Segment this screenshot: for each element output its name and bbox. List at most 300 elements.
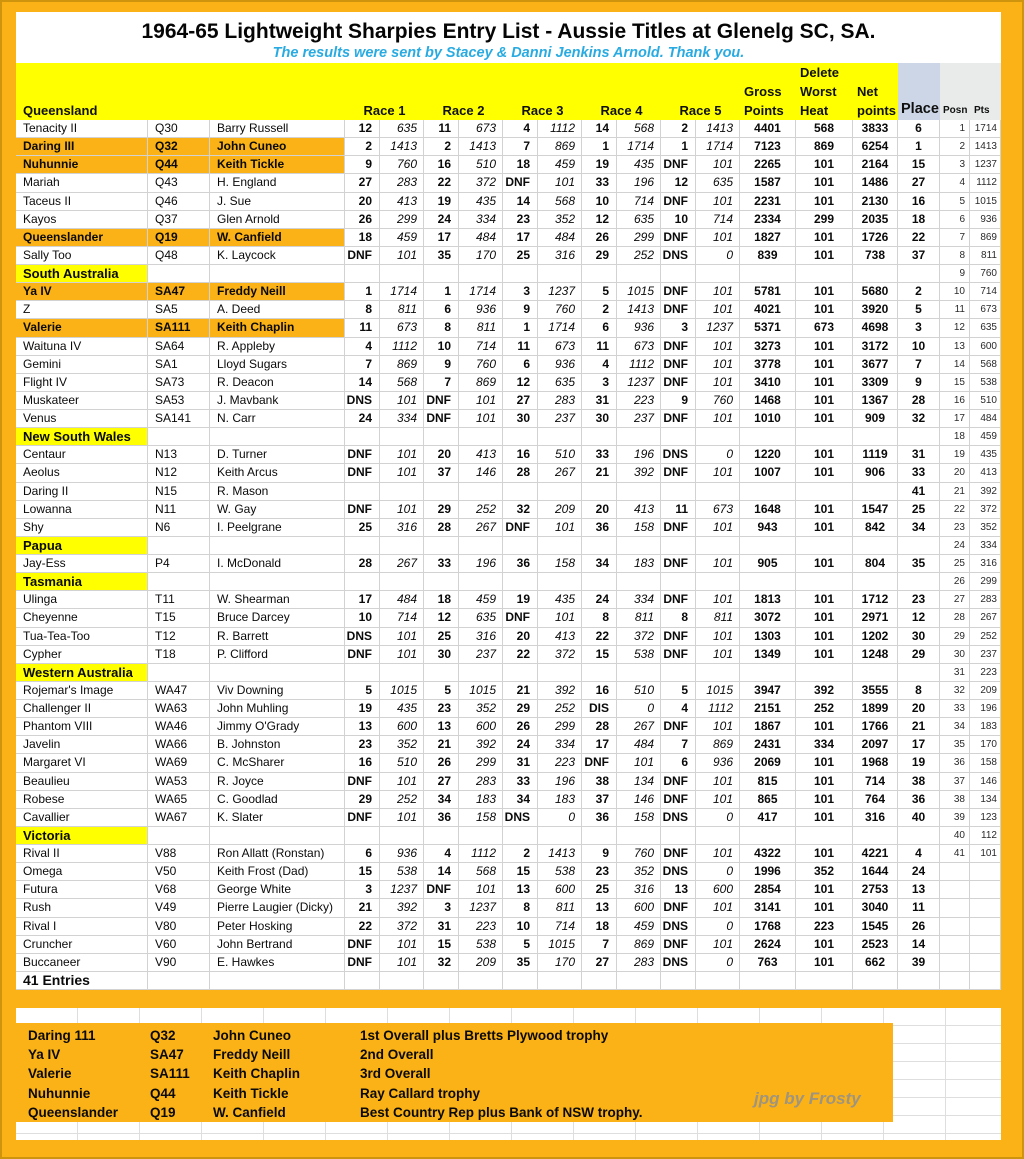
cell-race5-place: 13 [661,881,696,899]
cell-place: 1 [898,138,940,156]
cell-pts-scale: 352 [970,519,1001,537]
cell-race5-place: DNS [661,918,696,936]
cell-empty [617,428,661,446]
cell-net-points: 2164 [853,156,898,174]
cell-race4-points: 267 [617,718,661,736]
cell-race5-points: 101 [696,773,740,791]
cell-posn: 1 [940,120,970,138]
cell-race1-points: 538 [380,863,424,881]
cell-empty [740,573,796,591]
cell-race3-place: 1 [503,319,538,337]
cell-race1-place: DNF [345,501,380,519]
cell-race2-place: 24 [424,211,459,229]
entry-row [16,392,1001,410]
cell-race5-place: DNF [661,229,696,247]
cell-sail-number: V88 [148,845,210,863]
cell-race1-place: 3 [345,881,380,899]
cell-worst-heat: 352 [796,863,853,881]
cell-race2-points: 568 [459,863,503,881]
cell-net-points: 2130 [853,193,898,211]
cell-place: 32 [898,410,940,428]
cell-empty [148,827,210,845]
cell-race4-place: 30 [582,410,617,428]
cell-race1-points: 811 [380,301,424,319]
cell-race4-points: 196 [617,446,661,464]
cell-race4-place: 18 [582,918,617,936]
cell-race2-place: 30 [424,646,459,664]
cell-boat-name: Flight IV [16,374,148,392]
cell-pts-scale [970,936,1001,954]
cell-race3-points: 936 [538,356,582,374]
cell-posn: 13 [940,338,970,356]
cell-gross-points: 1007 [740,464,796,482]
cell-empty [696,573,740,591]
cell-race3-points: 568 [538,193,582,211]
cell-race5-place: 9 [661,392,696,410]
cell-race4-place: 38 [582,773,617,791]
cell-posn: 28 [940,609,970,627]
cell-race4-place: 6 [582,319,617,337]
cell-place: 3 [898,319,940,337]
cell-race2-points: 1714 [459,283,503,301]
cell-race4-points: 1112 [617,356,661,374]
cell-race2-place: 23 [424,700,459,718]
cell-race5-points: 101 [696,936,740,954]
cell-race5-points: 101 [696,301,740,319]
section-row [16,827,1001,845]
cell-race2-points: 158 [459,809,503,827]
cell-net-points: 1644 [853,863,898,881]
cell-place: 10 [898,338,940,356]
cell-pts-scale: 112 [970,827,1001,845]
cell-worst-heat: 101 [796,374,853,392]
cell-race2-place: 17 [424,229,459,247]
cell-posn: 4 [940,174,970,192]
cell-race4-place: DNF [582,754,617,772]
cell-gross-points: 865 [740,791,796,809]
cell-posn: 12 [940,319,970,337]
cell-worst-heat: 101 [796,791,853,809]
cell-skipper: Freddy Neill [210,283,345,301]
cell-race3-place: 28 [503,464,538,482]
cell-race2-place: 9 [424,356,459,374]
cell-skipper: C. Goodlad [210,791,345,809]
cell-race5-place: DNS [661,863,696,881]
entry-row [16,301,1001,319]
cell-race5-points: 101 [696,410,740,428]
cell-empty [796,664,853,682]
table-header [16,63,1001,120]
cell-gross-points: 3947 [740,682,796,700]
cell-race2-place: 15 [424,936,459,954]
cell-race3-points: 252 [538,700,582,718]
cell-race1-place: 21 [345,899,380,917]
cell-empty [148,972,210,990]
cell-race1-points: 372 [380,918,424,936]
cell-boat-name: Omega [16,863,148,881]
cell-pts-scale: 869 [970,229,1001,247]
page-subtitle: The results were sent by Stacey & Danni Jenkins Arnold. Thank you. [272,45,745,61]
cell-pts-scale: 252 [970,628,1001,646]
cell-race1-place: 7 [345,356,380,374]
cell-sail-number: WA63 [148,700,210,718]
cell-race1-points: 760 [380,156,424,174]
cell-empty [210,265,345,283]
cell-net-points: 3833 [853,120,898,138]
entry-row [16,283,1001,301]
cell-race2-place: 37 [424,464,459,482]
cell-boat-name: Cavallier [16,809,148,827]
cell-pts-scale [970,899,1001,917]
cell-race1-place: 16 [345,754,380,772]
cell-race5-points: 101 [696,519,740,537]
cell-pts-scale: 568 [970,356,1001,374]
cell-sail-number: SA111 [148,319,210,337]
cell-race1-points: 283 [380,174,424,192]
cell-race4-place: 20 [582,501,617,519]
cell-worst-heat: 101 [796,555,853,573]
cell-worst-heat: 101 [796,464,853,482]
cell-sail-number: SA64 [148,338,210,356]
cell-gross-points: 2431 [740,736,796,754]
cell-skipper: P. Clifford [210,646,345,664]
cell-race3-place [503,483,538,501]
cell-section-label: Victoria [16,827,148,845]
cell-skipper: I. Peelgrane [210,519,345,537]
cell-race3-place: 6 [503,356,538,374]
cell-worst-heat: 101 [796,338,853,356]
cell-race2-points: 1413 [459,138,503,156]
cell-net-points: 1486 [853,174,898,192]
entry-row [16,483,1001,501]
cell-skipper: Keith Arcus [210,464,345,482]
cell-race1-points: 936 [380,845,424,863]
cell-race2-points: 101 [459,392,503,410]
cell-boat-name: Centaur [16,446,148,464]
col-header-heat: Heat [800,103,829,118]
cell-gross-points: 1587 [740,174,796,192]
cell-race3-place: 8 [503,899,538,917]
cell-race4-place: 2 [582,301,617,319]
cell-empty [853,537,898,555]
cell-race5-place: DNF [661,899,696,917]
cell-sail-number: WA67 [148,809,210,827]
cell-race1-place: DNF [345,954,380,972]
cell-race1-place: DNF [345,464,380,482]
cell-empty [617,972,661,990]
cell-race1-points: 101 [380,954,424,972]
cell-race1-points: 101 [380,646,424,664]
cell-race1-place: DNF [345,936,380,954]
cell-empty [796,827,853,845]
cell-worst-heat: 101 [796,591,853,609]
cell-empty [696,972,740,990]
cell-race2-place: 16 [424,156,459,174]
cell-net-points: 3309 [853,374,898,392]
cell-race5-points: 760 [696,392,740,410]
cell-net-points: 906 [853,464,898,482]
entry-row [16,193,1001,211]
cell-race4-points: 334 [617,591,661,609]
cell-pts-scale: 223 [970,664,1001,682]
cell-race2-points [459,483,503,501]
cell-race4-points: 392 [617,464,661,482]
cell-net-points: 5680 [853,283,898,301]
cell-empty [617,537,661,555]
cell-empty [380,573,424,591]
cell-race2-place: 27 [424,773,459,791]
col-header-posn: Posn [943,105,968,116]
cell-empty [661,664,696,682]
cell-boat-name: Robese [16,791,148,809]
cell-empty [853,972,898,990]
cell-place: 17 [898,736,940,754]
cell-race5-points: 1714 [696,138,740,156]
cell-race1-place: 19 [345,700,380,718]
cell-race4-place: 9 [582,845,617,863]
entry-row [16,609,1001,627]
cell-race4-points: 435 [617,156,661,174]
cell-race1-place: 13 [345,718,380,736]
cell-race5-points: 101 [696,356,740,374]
cell-race5-points: 101 [696,628,740,646]
cell-empty [796,428,853,446]
cell-pts-scale [970,954,1001,972]
cell-boat-name: Tenacity II [16,120,148,138]
cell-worst-heat: 101 [796,229,853,247]
cell-gross-points: 4021 [740,301,796,319]
entry-row [16,501,1001,519]
cell-boat-name: Shy [16,519,148,537]
cell-race5-place: DNF [661,283,696,301]
cell-gross-points: 2854 [740,881,796,899]
cell-race4-points: 146 [617,791,661,809]
cell-posn [940,954,970,972]
cell-race2-points: 372 [459,174,503,192]
cell-boat-name: Rival I [16,918,148,936]
cell-posn: 23 [940,519,970,537]
cell-race2-place: DNF [424,881,459,899]
cell-race2-points: 435 [459,193,503,211]
cell-race4-points: 459 [617,918,661,936]
cell-race5-points: 869 [696,736,740,754]
cell-race3-points: 0 [538,809,582,827]
cell-pts-scale: 196 [970,700,1001,718]
cell-race2-place: 4 [424,845,459,863]
cell-empty [148,428,210,446]
cell-posn: 17 [940,410,970,428]
cell-boat-name: Cheyenne [16,609,148,627]
cell-race5-points: 101 [696,899,740,917]
cell-race1-place: 22 [345,918,380,936]
cell-race2-place: DNF [424,392,459,410]
cell-skipper: N. Carr [210,410,345,428]
cell-worst-heat: 101 [796,156,853,174]
cell-race4-place: 28 [582,718,617,736]
cell-race1-points: 267 [380,555,424,573]
summary-sail: Q32 [150,1028,176,1043]
cell-worst-heat: 101 [796,301,853,319]
cell-skipper: B. Johnston [210,736,345,754]
cell-skipper: Viv Downing [210,682,345,700]
cell-net-points: 764 [853,791,898,809]
cell-place: 26 [898,918,940,936]
cell-worst-heat: 101 [796,773,853,791]
cell-net-points: 1712 [853,591,898,609]
cell-empty [582,972,617,990]
cell-place: 9 [898,374,940,392]
cell-race1-points: 101 [380,809,424,827]
cell-skipper: John Bertrand [210,936,345,954]
cell-race3-place: 15 [503,863,538,881]
cell-race1-place: DNS [345,628,380,646]
cell-gross-points: 839 [740,247,796,265]
entry-row [16,954,1001,972]
cell-race2-points: 484 [459,229,503,247]
cell-empty [345,972,380,990]
cell-race2-points: 316 [459,628,503,646]
cell-net-points: 2753 [853,881,898,899]
cell-gross-points: 2265 [740,156,796,174]
cell-race1-points: 1015 [380,682,424,700]
cell-race2-place: 2 [424,138,459,156]
summary-row [16,1026,893,1045]
cell-race5-place: DNF [661,845,696,863]
cell-skipper: Peter Hosking [210,918,345,936]
col-header-points: Points [744,103,784,118]
cell-race3-place: 9 [503,301,538,319]
cell-place: 29 [898,646,940,664]
cell-race1-points: 101 [380,628,424,646]
cell-race2-points: 209 [459,954,503,972]
cell-race1-place: DNF [345,646,380,664]
cell-worst-heat: 252 [796,700,853,718]
cell-pts-scale: 1413 [970,138,1001,156]
cell-empty [898,265,940,283]
cell-race5-points: 0 [696,863,740,881]
cell-empty [459,972,503,990]
cell-sail-number: N12 [148,464,210,482]
cell-race5-place: 3 [661,319,696,337]
cell-race5-place: DNF [661,718,696,736]
cell-race2-place: 13 [424,718,459,736]
cell-race2-points: 299 [459,754,503,772]
cell-race1-points: 299 [380,211,424,229]
cell-race2-place: 5 [424,682,459,700]
cell-empty [853,664,898,682]
cell-gross-points: 2231 [740,193,796,211]
results-table [16,120,1001,990]
cell-pts-scale: 392 [970,483,1001,501]
cell-gross-points: 1648 [740,501,796,519]
cell-race3-points: 158 [538,555,582,573]
entry-row [16,446,1001,464]
cell-empty [740,428,796,446]
cell-race1-points: 1413 [380,138,424,156]
cell-posn: 20 [940,464,970,482]
cell-sail-number: WA66 [148,736,210,754]
cell-worst-heat: 101 [796,954,853,972]
cell-empty [345,265,380,283]
cell-race1-place: 11 [345,319,380,337]
summary-award: 3rd Overall [360,1066,431,1082]
cell-empty [538,827,582,845]
cell-race3-points: 600 [538,881,582,899]
cell-gross-points: 417 [740,809,796,827]
cell-race4-place: 8 [582,609,617,627]
cell-race4-place: 33 [582,446,617,464]
cell-race2-points: 252 [459,501,503,519]
cell-boat-name: Gemini [16,356,148,374]
summary-award: Best Country Rep plus Bank of NSW trophy. [360,1104,643,1120]
cell-race3-place: 4 [503,120,538,138]
cell-posn: 5 [940,193,970,211]
entry-row [16,736,1001,754]
cell-race5-place: 4 [661,700,696,718]
cell-pts-scale: 714 [970,283,1001,301]
col-header-pts: Pts [974,105,990,116]
cell-empty [424,537,459,555]
cell-gross-points: 1349 [740,646,796,664]
cell-net-points: 1968 [853,754,898,772]
cell-empty [696,664,740,682]
cell-boat-name: Daring III [16,138,148,156]
cell-race4-points: 811 [617,609,661,627]
cell-race4-place: 36 [582,519,617,537]
cell-posn: 19 [940,446,970,464]
cell-empty [148,265,210,283]
cell-empty [503,664,538,682]
cell-net-points: 714 [853,773,898,791]
cell-gross-points: 763 [740,954,796,972]
cell-race3-place: 3 [503,283,538,301]
cell-race5-place: DNF [661,555,696,573]
cell-empty [459,573,503,591]
cell-place: 13 [898,881,940,899]
cell-posn: 25 [940,555,970,573]
cell-race2-place: DNF [424,410,459,428]
cell-race3-place: 18 [503,156,538,174]
cell-section-label: South Australia [16,265,148,283]
cell-empty [538,972,582,990]
cell-place: 5 [898,301,940,319]
cell-gross-points: 1220 [740,446,796,464]
cell-boat-name: Queenslander [16,229,148,247]
cell-race2-points: 413 [459,446,503,464]
cell-race3-points: 170 [538,954,582,972]
cell-posn: 34 [940,718,970,736]
cell-posn: 41 [940,845,970,863]
cell-race1-place: 4 [345,338,380,356]
cell-race3-points: 101 [538,519,582,537]
cell-race1-points: 1237 [380,881,424,899]
cell-race4-points: 352 [617,863,661,881]
cell-race3-points: 392 [538,682,582,700]
cell-race2-points: 1237 [459,899,503,917]
cell-race5-points: 101 [696,374,740,392]
cell-race4-points: 0 [617,700,661,718]
cell-section-label: Tasmania [16,573,148,591]
cell-posn: 32 [940,682,970,700]
cell-race5-points: 101 [696,791,740,809]
cell-empty [503,537,538,555]
cell-race5-points: 1112 [696,700,740,718]
summary-sail: Q44 [150,1085,176,1101]
cell-posn: 38 [940,791,970,809]
cell-race5-place: DNF [661,591,696,609]
entry-row [16,773,1001,791]
cell-race4-place: 4 [582,356,617,374]
